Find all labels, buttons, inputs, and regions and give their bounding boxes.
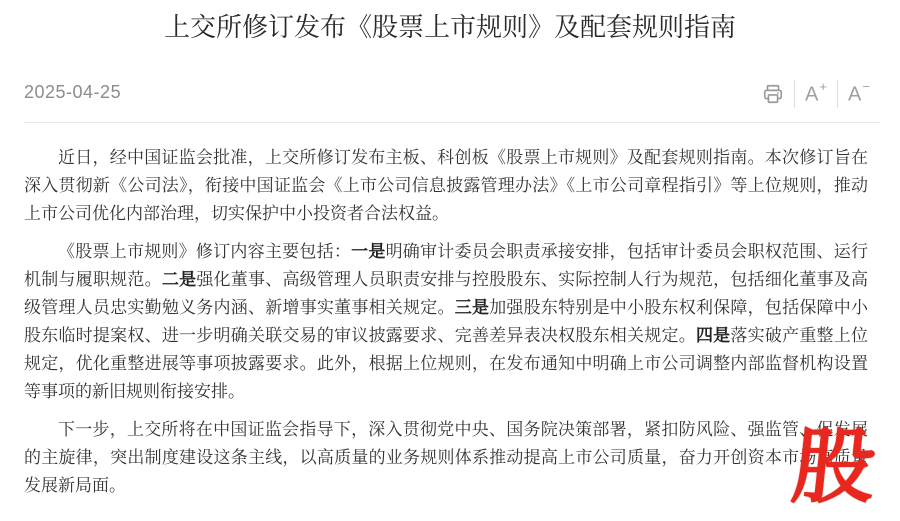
print-button[interactable] xyxy=(752,78,794,110)
text-segment: 强化董事、高级管理人员职责安排与控股股东、实际控制人行为规范，包括细化董事及高级管理人员忠实勤勉义务内涵、新增事实董事相关规定。 xyxy=(24,270,869,318)
font-increase-icon: A+ xyxy=(805,79,827,106)
article-body xyxy=(24,144,868,510)
bold-ordinal: 二是 xyxy=(161,270,197,290)
bold-ordinal: 四是 xyxy=(695,326,731,346)
text-segment: 明确审计委员会职责承接安排，包括审计委员会职权范围、运行机制与履职规范。 xyxy=(24,242,869,290)
font-increase-button[interactable] xyxy=(795,78,837,110)
paragraph-2 xyxy=(24,238,868,406)
publish-date: 2025-04-25 xyxy=(24,82,122,102)
text-segment: 落实破产重整上位规定，优化重整进展等事项披露要求。此外，根据上位规则，在发布通知中明确上市公司调整内部监督机构设置等事项的新旧规则衔接安排。 xyxy=(24,326,869,402)
paragraph-3: 下一步，上交所将在中国证监会指导下，深入贯彻党中央、国务院决策部署，紧扣防风险、强监管、促发展的主旋律，突出制度建设这条主线，以高质量的业务规则体系推动提高上市公司质量，奋力开创资本市场高质量发展新局面。 xyxy=(24,420,868,496)
stock-logo-watermark: 股 xyxy=(788,420,881,515)
font-decrease-button[interactable] xyxy=(838,78,880,110)
article-title: 上交所修订发布《股票上市规则》及配套规则指南 xyxy=(163,13,736,43)
font-decrease-icon: A− xyxy=(848,79,870,106)
reading-toolbar xyxy=(752,78,880,110)
text-segment: 加强股东特别是中小股东权利保障，包括保障中小股东临时提案权、进一步明确关联交易的审议披露要求、完善差异表决权股东相关规定。 xyxy=(24,298,869,346)
bold-ordinal: 三是 xyxy=(454,298,490,318)
header-divider xyxy=(24,122,880,123)
bold-ordinal: 一是 xyxy=(351,242,386,262)
printer-icon xyxy=(762,83,784,105)
paragraph-1: 近日，经中国证监会批准，上交所修订发布主板、科创板《股票上市规则》及配套规则指南。本次修订旨在深入贯彻新《公司法》，衔接中国证监会《上市公司信息披露管理办法》《上市公司章程指引》等上位规则，推动上市公司优化内部治理，切实保护中小投资者合法权益。 xyxy=(24,148,868,224)
text-segment: 《股票上市规则》修订内容主要包括： xyxy=(58,242,352,262)
article-meta-bar xyxy=(24,78,880,114)
